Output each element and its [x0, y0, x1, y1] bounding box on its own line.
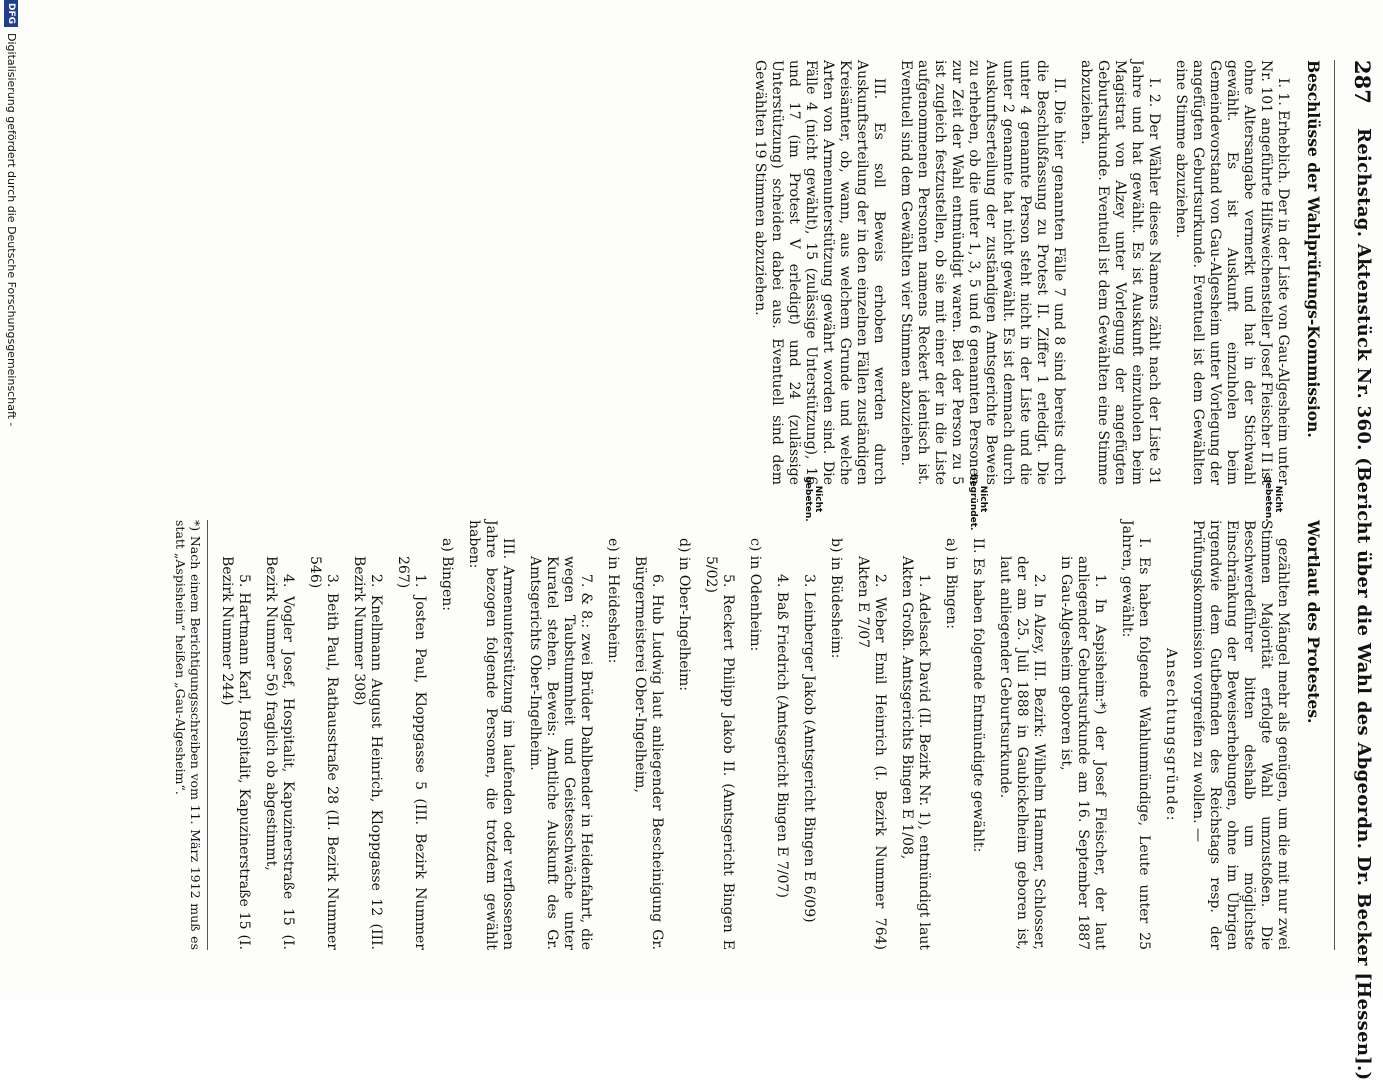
section-III-title: III. Armenunterstützung im laufenden oder verflossenen Jahre bezogen folgende Personen, die trotzdem gewählt haben: [466, 520, 516, 950]
subsection-label: e) in Heidesheim: [605, 538, 621, 664]
section-I-title: I. Es haben folgende Wahlunmündige, Leute unter 25 Jahren, gewählt: [1119, 520, 1152, 950]
decision-paragraph: I. 1. Erheblich. Der in der Liste von Gau-Algesheim unter Nr. 101 angeführte Hilfsweichensteller Josef Fleischer II ist ohne Altersangabe vermerkt und hat in der Stichwahl gewählt. Es ist Auskunft einzuholen beim Gemeindevorstand von Gau-Algesheim unter Vorlegung der angefügten Geburtsurkunde. Eventuell ist dem Gewählten eine Stimme abzuziehen. [1173, 60, 1291, 485]
list-item: 2. Knellmann August Heinrich, Kloppgasse 12 (III. Bezirk Nummer 308) [351, 556, 384, 950]
list-item: 5. Hartmann Karl, Hospitalit, Kapuzinerstraße 15 (I. Bezirk Nummer 244) [219, 556, 252, 950]
list-item: 3. Leinberger Jakob (Amtsgericht Bingen E 6/09) [801, 574, 817, 923]
list-item: 2. In Alzey, III. Bezirk: Wilhelm Hammer, Schlosser, der am 25. Juli 1888 in Gaubickelheim geboren ist, laut anliegender Geburtsurkunde. [997, 556, 1047, 950]
heading-decisions: Beschlüsse der Wahlprüfungs-Kommission. [1304, 60, 1323, 438]
list-item: 1. Adelsack David (II. Bezirk Nr. 1), entmündigt laut Akten Großh. Amtsgerichts Bingen E 1/08, [899, 556, 932, 950]
list-item: 1. In Aspisheim:*) der Josef Fleischer, der laut anliegender Geburtsurkunde am 16. September 1887 in Gau-Algesheim geboren ist, [1058, 556, 1108, 950]
running-header [1335, 60, 1375, 1080]
list-item: 1. Josten Paul, Kloppgasse 5 (III. Bezirk Nummer 267) [395, 556, 428, 950]
margin-note: Nicht begründet. [968, 474, 988, 531]
page-number: 287 [1350, 60, 1375, 104]
protest-column [173, 520, 1291, 950]
list-item: 2. Weber Emil Heinrich (I. Bezirk Nummer 764) Akten E 7/07 [855, 556, 888, 950]
list-item: 6. Hub Ludwig laut anliegender Bescheinigung Gr. Bürgermeisterei Ober-Ingelheim, [632, 556, 665, 950]
list-item: 4. Vogler Josef, Hospitalit, Kapuzinerstraße 15 (I. Bezirk Nummer 56) fraglich ob abgestimmt, [263, 556, 296, 950]
digitization-footer [4, 0, 18, 1000]
subsection-label: d) in Ober-Ingelheim: [676, 538, 692, 692]
decisions-column [741, 60, 1291, 485]
subsection-label: a) in Bingen: [943, 538, 959, 629]
margin-note: Nicht gebeten. [803, 476, 823, 522]
heading-protest: Wortlaut des Protestes. [1304, 520, 1323, 724]
list-item: 3. Beith Paul, Rathausstraße 28 (II. Bezirk Nummer 546) [307, 556, 340, 950]
section-II-title: II. Es haben folgende Entmündigte gewählt: [970, 538, 986, 853]
list-item: 7. & 8.: zwei Brüder Dahlbender in Heidenfahrt, die wegen Taubstummheit und Geistesschwäche unter Kuratel stehen. Beweis: Amtliche Auskunft des Gr. Amtsgerichts Ober-Ingelheim. [527, 556, 594, 950]
protest-intro: gezählten Mängel mehr als genügen, um die mit nur zwei Stimmen Majorität erfolgte Wahl umzustoßen. Die Beschwerdeführer bitten deshalb um möglichste Einschränkung der Beweiserhebungen, ohne im Übrigen irgendwie dem Gutbefinden des Reichstags resp. der Prüfungskommission vorgreifen zu wollen. — [1190, 520, 1291, 950]
decision-paragraph: I. 2. Der Wähler dieses Namens zählt nach der Liste 31 Jahre und hat gewählt. Es ist Auskunft einzuholen beim Magistrat von Alzey unter Vorlegung der angefügten Geburtsurkunde. Eventuell ist dem Gewählten eine Stimme abzuziehen. [1078, 60, 1162, 485]
subsection-label: b) in Büdesheim: [828, 538, 844, 659]
list-item: 5. Reckert Philipp Jakob II. (Amtsgericht Bingen E 5/02) [703, 556, 736, 950]
dfg-logo: DFG [4, 0, 18, 27]
subsection-label: c) in Odenheim: [747, 538, 763, 652]
decision-paragraph: II. Die hier genannten Fälle 7 und 8 sind bereits durch die Beschlußfassung zu Protest II. Ziffer 1 erledigt. Die unter 4 genannte Person steht nicht in der Liste und die unter 2 genannte hat nicht gewählt. Es ist demnach durch Auskunftserteilung der zuständigen Amtsgerichte Beweis zu erheben, ob die unter 1, 3, 5 und 6 genannten Personen zur Zeit der Wahl entmündigt waren. Bei der Person zu 5 ist zugleich festzustellen, ob sie mit einer der in die Liste aufgenommenen Personen namens Reckert identisch ist. Eventuell sind dem Gewählten vier Stimmen abzuziehen. [898, 60, 1067, 485]
list-item: 4. Baß Friedrich (Amtsgericht Bingen E 7/07) [774, 574, 790, 898]
header-rule [1334, 60, 1335, 950]
running-title: Reichstag. Aktenstück Nr. 360. (Bericht über die Wahl des Abgeordn. Dr. Becker [Hessen].) [1353, 128, 1374, 1080]
decision-paragraph: III. Es soll Beweis erhoben werden durch Auskunftserteilung der in den einzelnen Fällen zuständigen Kreisämter, ob, wann, aus welchem Grunde und welche Arten von Armenunterstützung gewährt worden sind. Die Fälle 4 (nicht gewählt), 15 (zulässige Unterstützung), 16 und 17 (im Protest V erledigt) und 24 (zulässige Unterstützung) scheiden dabei aus. Eventuell sind dem Gewählten 19 Stimmen abzuziehen. [752, 60, 887, 485]
footnote: *) Nach einem Berichtigungsschreiben vom 11. März 1912 muß es statt „Aspisheim“ heißen „Gau-Algesheim“. [173, 520, 208, 950]
section-title: Ansechtungsgründe: [1163, 648, 1179, 822]
digitization-note: Digitalisierung gefördert durch die Deutsche Forschungsgemeinschaft - [5, 33, 18, 427]
subsection-label: a) Bingen: [439, 538, 455, 612]
margin-note: Nicht gebeten. [1263, 476, 1283, 522]
